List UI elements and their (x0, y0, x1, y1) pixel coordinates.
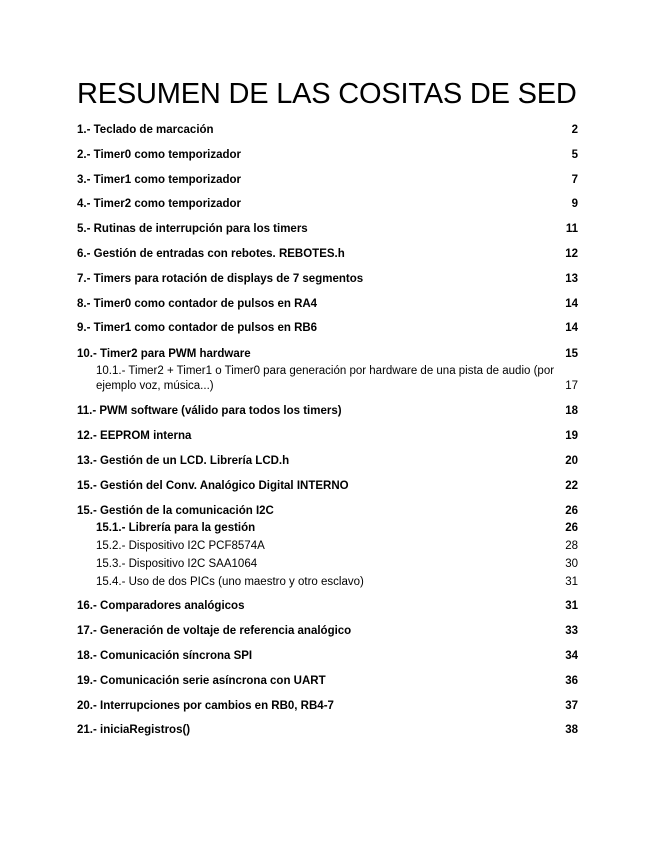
toc-page-number: 26 (565, 522, 578, 534)
toc-page-number: 31 (565, 600, 578, 612)
toc-page-number: 11 (565, 223, 578, 235)
toc-page-number: 14 (565, 298, 578, 310)
toc-page-number: 7 (571, 174, 578, 186)
toc-page-number: 15 (565, 348, 578, 360)
toc-page-number: 2 (571, 124, 578, 136)
toc-page-number: 26 (565, 505, 578, 517)
table-of-contents: 1.- Teclado de marcación 2 2.- Timer0 como temporizador 5 3.- Timer1 como temporizador 7 4.- Timer2 como temporizador 9 5.- Rutinas de interrupción para los timers 11 6.- Gestión de entradas con rebotes. REBOTES.h 12 7.- Timers para rotación de displays de 7 segmentos 13 8.- Timer0 como contador de pulsos en RA4 14 9.- Timer1 como contador de pulsos en RB6 14 10.- Timer2 para PWM hardware 15 10.1.- Timer2 + Timer1 o Timer0 para generación por hardware de una pista de audio (por ejemplo voz, música...) 17 11.- PWM software (válido para todos los timers) 18 12.- EEPROM interna 19 13.- Gestión de un LCD. Librería LCD.h 20 15.- Gestión del Conv. Analógico Digital INTERNO 22 15.- Gestión de la comunicación I2C 26 15.1.- Librería para la gestión 26 15.2.- Dispositivo I2C PCF8574A 28 15.3.- Dispositivo I2C SAA1064 30 15.4.- Uso de dos PICs (uno maestro y otro esclavo) 31 16.- Comparadores analógicos 31 17.- Generación de voltaje de referencia analógico 33 18.- Comunicación síncrona SPI 34 19.- Comunicación serie asíncrona con UART 36 20.- Interrupciones por cambios en RB0, RB4-7 37 21.- iniciaRegistros() 38 (77, 124, 578, 736)
toc-page-number: 31 (565, 576, 578, 588)
toc-page-number: 20 (565, 455, 578, 467)
toc-page-number: 17 (565, 380, 578, 392)
toc-page-number: 34 (565, 650, 578, 662)
toc-page-number: 33 (565, 625, 578, 637)
document-title: RESUMEN DE LAS COSITAS DE SED (77, 78, 577, 110)
toc-page-number: 28 (565, 540, 578, 552)
toc-page-number: 9 (571, 198, 578, 210)
toc-page-number: 37 (565, 700, 578, 712)
toc-page-number: 38 (565, 724, 578, 736)
toc-page-number: 19 (565, 430, 578, 442)
toc-page-number: 5 (571, 149, 578, 161)
toc-entry-10-1[interactable]: 10.1.- Timer2 + Timer1 o Timer0 para generación por hardware de una pista de audio (por ejemplo voz, música...) 17 (96, 365, 578, 392)
toc-page-number: 13 (565, 273, 578, 285)
toc-page-number: 36 (565, 675, 578, 687)
toc-page-number: 18 (565, 405, 578, 417)
toc-page-number: 22 (565, 480, 578, 492)
toc-page-number: 12 (565, 248, 578, 260)
toc-page-number: 30 (565, 558, 578, 570)
toc-page-number: 14 (565, 322, 578, 334)
